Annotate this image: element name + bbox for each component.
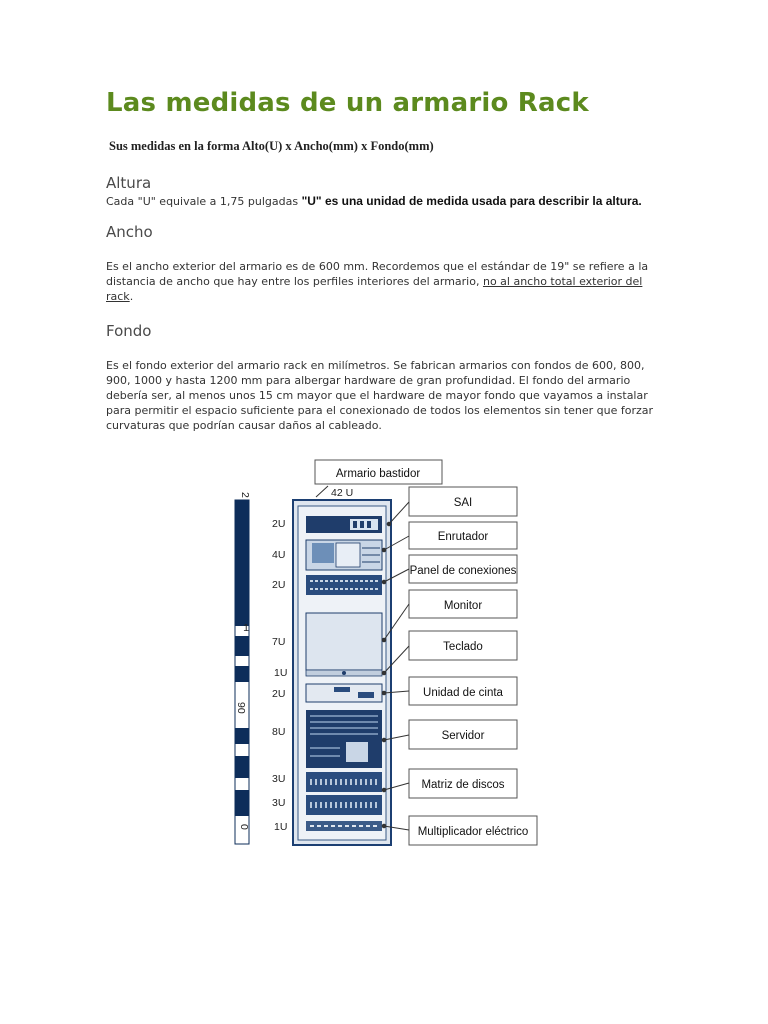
page-subtitle: Sus medidas en la forma Alto(U) x Ancho(mm) x Fondo(mm) — [109, 139, 434, 153]
unit-label-servidor: 8U — [272, 726, 286, 738]
component-label-teclado: Teclado — [443, 641, 483, 653]
unit-label-cinta: 2U — [272, 688, 286, 700]
component-label-servidor: Servidor — [441, 730, 485, 742]
unit-label-panel: 2U — [272, 579, 286, 591]
component-label-cinta: Unidad de cinta — [423, 687, 503, 699]
component-label-discos: Matriz de discos — [421, 779, 505, 791]
ruler-label-0: 0 — [238, 824, 250, 830]
unit-label-teclado: 1U — [274, 667, 288, 679]
rack-units-label: 42 U — [331, 487, 354, 499]
paragraph-fondo: Es el fondo exterior del armario rack en milímetros. Se fabrican armarios con fondos de 600, 800, 900, 1000 y hasta 1200 mm para albergar hardware de gran profundidad. El fondo del armario debería ser, al menos unos 15 cm mayor que el hardware de mayor fondo que vayamos a instalar para permitir el espacio suficiente para el conexionado de todos los elementos sin tener que forzar curvaturas que podrían causar daños al cableado. — [106, 359, 654, 432]
ancho-link[interactable]: no al ancho total exterior del rack — [106, 275, 643, 303]
ruler-label-2: 2 — [239, 492, 251, 498]
component-label-multiplicador: Multiplicador eléctrico — [417, 826, 529, 838]
unit-label-enrutador: 4U — [272, 549, 286, 561]
altura-bold-text: "U" es una unidad de medida usada para describir la altura. — [301, 194, 642, 208]
heading-ancho: Ancho — [106, 223, 153, 241]
rack-cabinet — [293, 500, 391, 845]
heading-altura: Altura — [106, 174, 152, 192]
altura-text: Cada "U" equivale a 1,75 pulgadas — [106, 195, 302, 208]
measurement-ruler — [235, 492, 251, 844]
heading-fondo: Fondo — [106, 322, 152, 340]
component-label-enrutador: Enrutador — [437, 531, 489, 543]
ruler-label-1: 1 — [243, 622, 249, 634]
ruler-label-90: 90 — [235, 702, 247, 714]
component-label-sai: SAI — [453, 497, 473, 509]
page-title: Las medidas de un armario Rack — [106, 88, 589, 118]
unit-label-sai: 2U — [272, 518, 286, 530]
ancho-text: Es el ancho exterior del armario es de 600 mm. Recordemos que el estándar de 19" se refiere a la distancia de ancho que hay entre los perfiles interiores del armario, — [106, 260, 649, 288]
component-label-monitor: Monitor — [443, 600, 483, 612]
unit-label-multiplicador: 1U — [274, 821, 288, 833]
rack-label: Armario bastidor — [335, 468, 421, 480]
component-label-panel: Panel de conexiones — [409, 565, 517, 577]
unit-label-discos-2: 3U — [272, 797, 286, 809]
unit-label-discos-1: 3U — [272, 773, 286, 785]
unit-label-monitor: 7U — [272, 636, 286, 648]
ancho-text-end: . — [129, 290, 134, 303]
